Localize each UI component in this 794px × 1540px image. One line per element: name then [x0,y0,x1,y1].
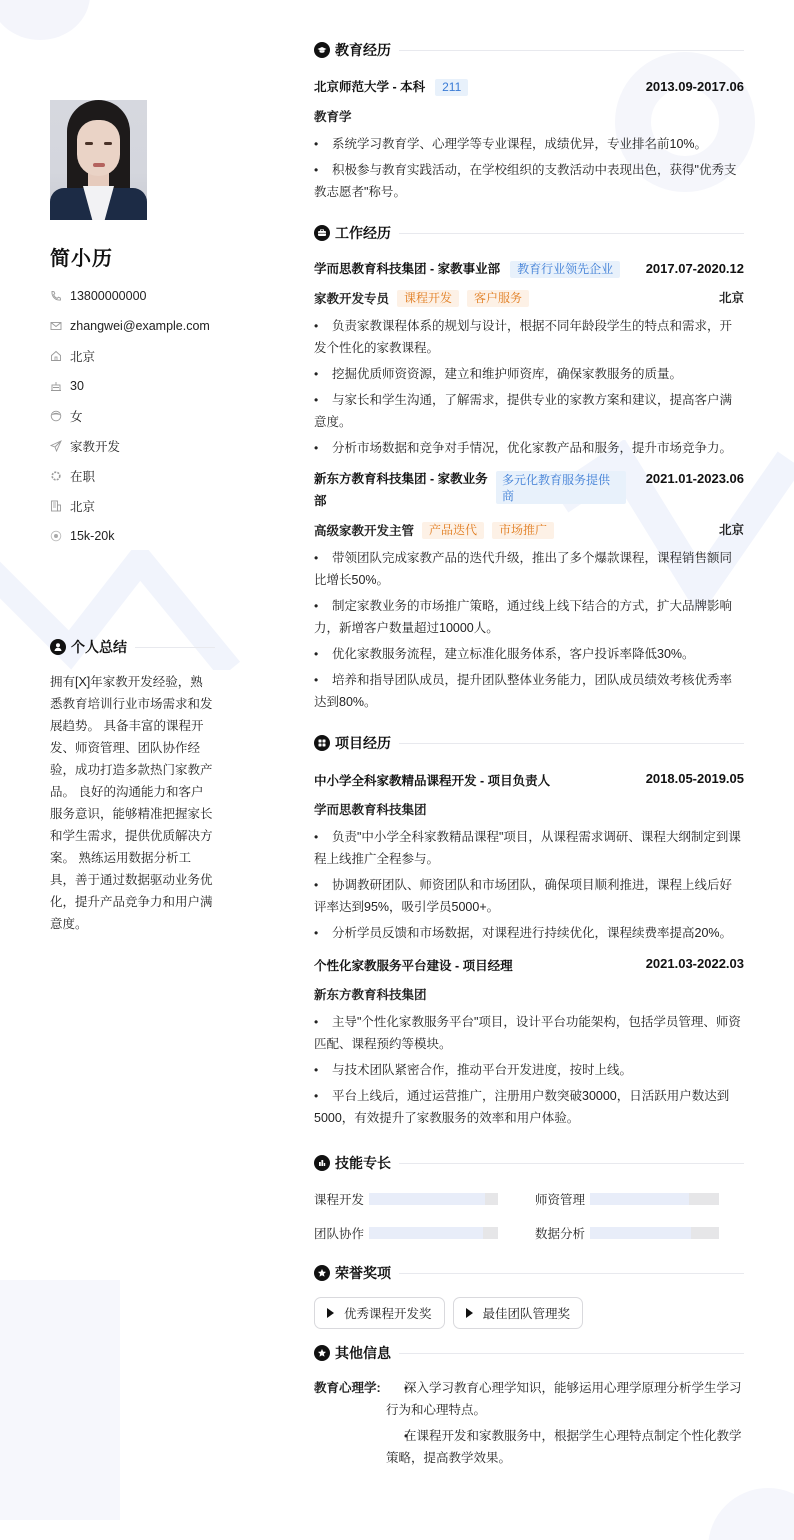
entry-subheader [314,522,744,539]
salary-value: 15k-20k [70,529,115,543]
send-icon [50,440,62,452]
skill-bar-fill [590,1193,689,1205]
bullet-item: • 培养和指导团队成员，提升团队整体业务能力，团队成员绩效考核优秀率达到80%。 [314,669,744,713]
skill-bar [590,1227,719,1239]
education-section [314,40,744,203]
education-entry [314,79,744,203]
work-date: 2017.07-2020.12 [645,261,744,276]
work-entry [314,261,744,459]
skill-item [535,1189,744,1209]
entry-subheader [314,987,744,1003]
home-value: 北京 [70,350,96,364]
bullet-list [386,1377,744,1473]
graduation-cap-icon [314,42,330,58]
section-header [314,40,744,60]
section-header [314,1263,744,1283]
skill-bar [590,1193,719,1205]
bullet-item: • 优化家教服务流程，建立标准化服务体系，客户投诉率降低30%。 [314,643,744,665]
bullet-list [314,826,744,944]
skill-bar-fill [590,1227,691,1239]
info-gender [50,401,215,431]
company-name: 新东方教育科技集团 - 家教业务部 [314,472,488,508]
gender-icon [50,410,62,422]
bullet-item: • 挖掘优质师资资源，建立和维护师资库，确保家教服务的质量。 [314,363,744,385]
decor-circle [708,1488,794,1540]
bullet-item: • 负责"中小学全科家教精品课程"项目，从课程需求调研、课程大纲制定到课程上线推广全程参与。 [314,826,744,870]
section-header [314,1153,744,1173]
section-title: 教育经历 [335,42,391,58]
section-header [314,1343,744,1363]
project-name: 中小学全科家教精品课程开发 - 项目负责人 [314,774,551,788]
work-entry [314,471,744,713]
bullet-item: • 深入学习教育心理学知识，能够运用心理学原理分析学生学习行为和心理特点。 [386,1377,744,1421]
entry-subheader [314,802,744,818]
play-triangle-icon [327,1308,334,1318]
section-header [314,223,744,243]
major: 教育学 [314,110,352,124]
bullet-list [314,315,744,459]
entry-subheader [314,290,744,307]
section-title: 项目经历 [335,735,391,751]
section-header [314,733,744,753]
divider [399,1273,744,1274]
candidate-name: 简小历 [50,248,113,270]
work-location: 北京 [718,523,744,537]
bullet-item: • 负责家教课程体系的规划与设计，根据不同年龄段学生的特点和需求，开发个性化的家教课程。 [314,315,744,359]
age-icon [50,380,62,392]
project-date: 2021.03-2022.03 [645,956,744,971]
work-date: 2021.01-2023.06 [645,471,744,486]
contact-info-list [50,281,215,551]
skill-bar-fill [369,1193,485,1205]
award-item[interactable] [453,1297,584,1329]
entry-header [314,956,744,974]
bullet-item: • 积极参与教育实践活动，在学校组织的支教活动中表现出色，获得"优秀支教志愿者"称号。 [314,159,744,203]
status-value: 在职 [70,470,96,484]
bullet-item: • 在课程开发和家教服务中，根据学生心理特点制定个性化教学策略，提高教学效果。 [386,1425,744,1469]
section-header [50,637,215,657]
entry-header [314,261,744,278]
decor-rect [0,1280,120,1520]
school-tag: 211 [435,79,468,96]
mail-icon [50,320,62,332]
info-job-intent [50,431,215,461]
company-tag: 教育行业领先企业 [510,261,620,278]
bullet-item: • 与家长和学生沟通，了解需求，提供专业的家教方案和建议，提高客户满意度。 [314,389,744,433]
section-title: 技能专长 [335,1155,391,1171]
award-label: 最佳团队管理奖 [482,1307,571,1321]
info-age [50,371,215,401]
skill-tag: 市场推广 [492,522,554,539]
position: 家教开发专员 [314,291,390,306]
info-email [50,311,215,341]
project-org: 新东方教育科技集团 [314,988,427,1002]
info-phone [50,281,215,311]
divider [399,233,744,234]
award-label: 优秀课程开发奖 [344,1307,432,1321]
decor-circle [0,0,90,40]
bullet-item: • 分析市场数据和竞争对手情况，优化家教产品和服务，提升市场竞争力。 [314,437,744,459]
bullet-list [314,1011,744,1129]
other-label: 教育心理学: [314,1381,381,1395]
entry-subheader [314,109,744,125]
salary-icon [50,530,62,542]
info-salary [50,521,215,551]
work-section [314,223,744,713]
project-org: 学而思教育科技集团 [314,803,427,817]
work-location: 北京 [718,291,744,305]
bullet-item: • 分析学员反馈和市场数据，对课程进行持续优化，课程续费率提高20%。 [314,922,744,944]
phone-value: 13800000000 [70,289,147,303]
other-section [314,1343,744,1473]
skill-tag: 客户服务 [467,290,529,307]
building-icon [50,500,62,512]
avatar-photo [50,100,147,220]
skill-bar-fill [369,1227,483,1239]
bullet-item: • 与技术团队紧密合作，推动平台开发进度，按时上线。 [314,1059,744,1081]
entry-header [314,79,744,96]
entry-header [314,471,744,512]
home-icon [50,350,62,362]
skill-bar [369,1193,498,1205]
skill-name: 课程开发 [314,1193,365,1207]
bullet-item: • 系统学习教育学、心理学等专业课程，成绩优异，专业排名前10%。 [314,133,744,155]
section-title: 个人总结 [71,639,127,655]
city-value: 北京 [70,500,96,514]
briefcase-icon [314,225,330,241]
award-item[interactable] [314,1297,445,1329]
info-city [50,491,215,521]
entry-header [314,771,744,789]
project-date: 2018.05-2019.05 [645,771,744,786]
sidebar [50,100,215,935]
skill-bar [369,1227,498,1239]
awards-list [314,1297,744,1329]
skill-item [314,1223,535,1243]
skill-name: 团队协作 [314,1227,365,1241]
bullet-list [314,133,744,203]
bullet-item: • 主导"个性化家教服务平台"项目，设计平台功能架构，包括学员管理、师资匹配、课程预约等模块。 [314,1011,744,1055]
divider [399,1353,744,1354]
divider [399,50,744,51]
skill-item [314,1189,535,1209]
email-value: zhangwei@example.com [70,319,210,333]
project-name: 个性化家教服务平台建设 - 项目经理 [314,959,513,973]
job-intent-value: 家教开发 [70,440,121,454]
project-entry [314,956,744,1129]
age-value: 30 [70,379,84,393]
user-icon [50,639,66,655]
bullet-item: • 带领团队完成家教产品的迭代升级，推出了多个爆款课程，课程销售额同比增长50%。 [314,547,744,591]
info-home [50,341,215,371]
summary-text: 拥有[X]年家教开发经验，熟悉教育培训行业市场需求和发展趋势。 具备丰富的课程开发、师资管理、团队协作经验，成功打造多款热门家教产品。 良好的沟通能力和客户服务意识，能够精准把握家长和学生需求，提供优质解决方案。 熟练运用数据分析工具，善于通过数据驱动业务优化，提升产品竞争力和用户满意度。 [50,675,213,931]
bullet-list [314,547,744,713]
section-title: 工作经历 [335,225,391,241]
gender-value: 女 [70,410,83,424]
projects-section [314,733,744,1129]
divider [399,743,744,744]
bullet-item: • 协调教研团队、师资团队和市场团队，确保项目顺利推进，课程上线后好评率达到95%，吸引学员5000+。 [314,874,744,918]
bullet-item: • 制定家教业务的市场推广策略，通过线上线下结合的方式，扩大品牌影响力，新增客户数量超过10000人。 [314,595,744,639]
info-star-icon [314,1345,330,1361]
main-content [314,40,744,1473]
section-title: 荣誉奖项 [335,1265,391,1281]
skill-name: 师资管理 [535,1193,586,1207]
status-icon [50,470,62,482]
summary-section [50,637,215,935]
skills-section [314,1153,744,1243]
divider [399,1163,744,1164]
company-tag: 多元化教育服务提供商 [496,471,626,504]
skill-name: 数据分析 [535,1227,586,1241]
project-entry [314,771,744,944]
skill-tag: 产品迭代 [422,522,484,539]
honors-section [314,1263,744,1329]
education-date: 2013.09-2017.06 [645,79,744,94]
bullet-item: • 平台上线后，通过运营推广，注册用户数突破30000，日活跃用户数达到5000，有效提升了家教服务的效率和用户体验。 [314,1085,744,1129]
phone-icon [50,290,62,302]
play-triangle-icon [466,1308,473,1318]
skill-item [535,1223,744,1243]
divider [135,647,215,648]
bar-chart-icon [314,1155,330,1171]
other-entry [314,1377,744,1473]
award-icon [314,1265,330,1281]
school-name: 北京师范大学 - 本科 [314,80,426,94]
company-name: 学而思教育科技集团 - 家教事业部 [314,262,501,276]
position: 高级家教开发主管 [314,523,415,538]
info-status [50,461,215,491]
section-title: 其他信息 [335,1345,391,1361]
skill-tag: 课程开发 [397,290,459,307]
grid-icon [314,735,330,751]
skills-grid [314,1189,744,1243]
